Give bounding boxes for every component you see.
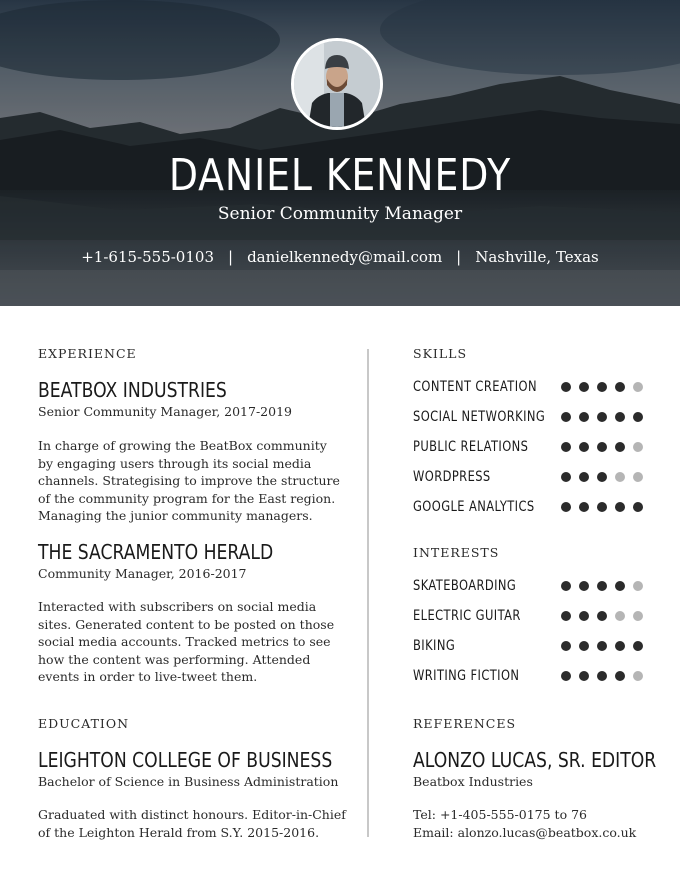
job-description: [38, 598, 334, 686]
rating-dot-filled: [615, 412, 625, 422]
interest-row: [413, 576, 648, 596]
rating-dot-filled: [561, 671, 571, 681]
rating-dot-filled: [579, 581, 589, 591]
rating-dot-filled: [597, 412, 607, 422]
rating-dot-filled: [579, 472, 589, 482]
description-line: In charge of growing the BeatBox community: [38, 438, 327, 453]
job-position: Senior Community Manager, 2017-2019: [38, 404, 292, 419]
rating-dot-filled: [597, 671, 607, 681]
interest-label: WRITING FICTION: [413, 668, 520, 684]
rating-dot-filled: [561, 382, 571, 392]
rating-dot-filled: [561, 641, 571, 651]
skill-row: [413, 497, 648, 517]
skill-row: [413, 437, 648, 457]
rating-dot-filled: [561, 472, 571, 482]
rating-dot-empty: [633, 472, 643, 482]
skill-row: [413, 377, 648, 397]
skills-heading: SKILLS: [413, 346, 468, 361]
education-description: [38, 806, 346, 841]
rating-dot-filled: [579, 502, 589, 512]
email-address: danielkennedy@mail.com: [247, 248, 443, 266]
phone-number: +1-615-555-0103: [81, 248, 214, 266]
rating-dot-filled: [597, 472, 607, 482]
rating-dot-filled: [597, 611, 607, 621]
description-line: how the content was performing. Attended: [38, 651, 311, 667]
rating-dot-filled: [633, 641, 643, 651]
rating-dot-filled: [615, 641, 625, 651]
experience-heading: EXPERIENCE: [38, 346, 137, 361]
interest-row: [413, 606, 648, 626]
description-line: of the Leighton Herald from S.Y. 2015-2016.: [38, 824, 320, 840]
rating-dot-filled: [561, 581, 571, 591]
description-line: social media accounts. Tracked metrics to see: [38, 634, 331, 649]
rating-dot-filled: [633, 412, 643, 422]
location: Nashville, Texas: [475, 248, 599, 266]
interests-heading: INTERESTS: [413, 545, 500, 560]
job-org: THE SACRAMENTO HERALD: [38, 540, 274, 564]
job-org: BEATBOX INDUSTRIES: [38, 378, 227, 402]
contact-line: [0, 246, 680, 268]
rating-dot-empty: [633, 382, 643, 392]
reference-company: Beatbox Industries: [413, 774, 533, 789]
rating-dot-filled: [579, 412, 589, 422]
profile-photo: [291, 38, 383, 130]
rating-dot-filled: [597, 502, 607, 512]
references-heading: REFERENCES: [413, 716, 517, 731]
rating-dot-filled: [561, 412, 571, 422]
contact-separator: |: [228, 248, 234, 266]
rating-dot-empty: [615, 611, 625, 621]
interest-label: ELECTRIC GUITAR: [413, 608, 521, 624]
column-divider: [367, 349, 369, 837]
rating-dot-filled: [615, 502, 625, 512]
skill-label: CONTENT CREATION: [413, 379, 537, 395]
rating-dot-filled: [579, 641, 589, 651]
rating-dot-filled: [579, 671, 589, 681]
rating-dot-filled: [597, 581, 607, 591]
description-line: of the community program for the East region.: [38, 490, 336, 506]
rating-dot-filled: [561, 442, 571, 452]
rating-dot-filled: [597, 442, 607, 452]
rating-dot-filled: [615, 581, 625, 591]
skill-row: [413, 467, 648, 487]
rating-dot-filled: [615, 442, 625, 452]
skill-label: PUBLIC RELATIONS: [413, 439, 529, 455]
rating-dot-filled: [579, 611, 589, 621]
reference-name: ALONZO LUCAS, SR. EDITOR: [413, 748, 657, 772]
rating-dot-empty: [633, 581, 643, 591]
header-banner: [0, 0, 680, 306]
description-line: channels. Strategising to improve the structure: [38, 473, 340, 488]
interest-label: BIKING: [413, 638, 456, 654]
rating-dot-filled: [597, 641, 607, 651]
rating-dot-empty: [633, 442, 643, 452]
rating-dot-filled: [615, 382, 625, 392]
rating-dot-empty: [633, 611, 643, 621]
contact-separator: |: [456, 248, 462, 266]
reference-phone: Tel: +1-405-555-0175 to 76: [413, 807, 587, 822]
description-line: Interacted with subscribers on social media: [38, 599, 317, 614]
rating-dot-filled: [633, 502, 643, 512]
job-description: [38, 437, 340, 525]
interest-row: [413, 666, 648, 686]
rating-dot-filled: [561, 502, 571, 512]
skill-label: SOCIAL NETWORKING: [413, 409, 546, 425]
person-icon: [294, 41, 380, 127]
education-heading: EDUCATION: [38, 716, 130, 731]
rating-dot-empty: [633, 671, 643, 681]
description-line: Graduated with distinct honours. Editor-in-Chief: [38, 807, 346, 822]
rating-dot-empty: [615, 472, 625, 482]
rating-dot-filled: [615, 671, 625, 681]
reference-email: Email: alonzo.lucas@beatbox.co.uk: [413, 825, 637, 840]
interest-row: [413, 636, 648, 656]
skill-row: [413, 407, 648, 427]
job-position: Community Manager, 2016-2017: [38, 566, 247, 581]
description-line: sites. Generated content to be posted on those: [38, 616, 335, 632]
rating-dot-filled: [561, 611, 571, 621]
skill-label: WORDPRESS: [413, 469, 491, 485]
candidate-role: Senior Community Manager: [217, 204, 463, 224]
school-name: LEIGHTON COLLEGE OF BUSINESS: [38, 748, 333, 772]
rating-dot-filled: [579, 442, 589, 452]
interest-label: SKATEBOARDING: [413, 578, 517, 594]
rating-dot-filled: [597, 382, 607, 392]
description-line: Managing the junior community managers.: [38, 508, 313, 523]
skill-label: GOOGLE ANALYTICS: [413, 499, 535, 515]
rating-dot-filled: [579, 382, 589, 392]
candidate-name: DANIEL KENNEDY: [168, 150, 512, 201]
description-line: events in order to live-tweet them.: [38, 669, 258, 684]
degree: Bachelor of Science in Business Administration: [38, 774, 339, 789]
description-line: by engaging users through its social media: [38, 455, 312, 471]
